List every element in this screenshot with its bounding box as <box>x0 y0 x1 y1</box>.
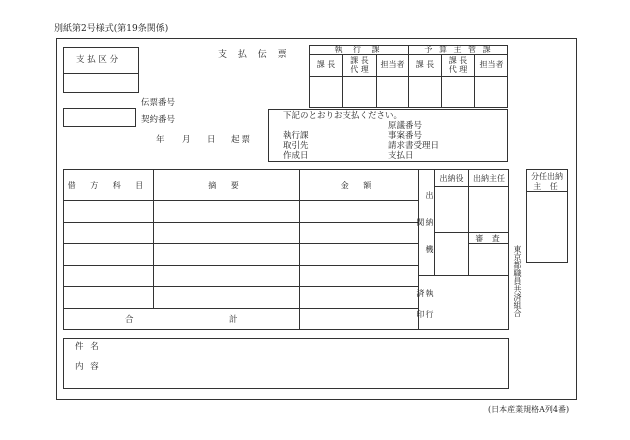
form-header-label: 別紙第2号様式(第19条関係) <box>54 24 169 34</box>
date-month-label: 月 <box>182 135 191 145</box>
footer-label: (日本産業規格A列4番) <box>488 405 570 414</box>
col-header-amount: 金 額 <box>340 181 378 190</box>
notice-left-1: 取引先 <box>283 141 309 151</box>
total-label: 合 <box>125 315 134 325</box>
cashier-org-label: 出 納 機 関 <box>415 190 434 258</box>
notice-right-0: 原議番号 <box>388 121 423 131</box>
date-day-label: 日 <box>207 135 216 145</box>
page-title: 支 払 伝 票 <box>218 50 291 60</box>
contract-number-label: 契約番号 <box>141 115 176 125</box>
notice-right-1: 事案番号 <box>388 131 423 141</box>
contents-label: 内 容 <box>75 362 101 372</box>
org-name-label: 東京都職員共済組合 <box>513 245 522 317</box>
approval-col-chief-2: 課 長 <box>415 60 435 69</box>
contract-number-field[interactable] <box>63 108 136 127</box>
date-drafted-label: 起票 <box>231 135 253 145</box>
approval-group-budget: 予 算 主 管 課 <box>424 45 493 54</box>
col-header-description: 摘 要 <box>208 181 245 190</box>
date-year-label: 年 <box>156 135 165 145</box>
branch-cashier-line2: 主 任 <box>533 182 561 191</box>
cashier-chief-label: 出納主任 <box>473 174 505 183</box>
notice-lead: 下記のとおりお支払ください。 <box>283 111 403 121</box>
approval-col-deputy: 課 長 代 理 <box>350 56 369 75</box>
subject-box <box>63 338 509 389</box>
approval-col-staff-2: 担当者 <box>479 60 504 69</box>
branch-cashier-line1: 分任出納 <box>531 172 563 181</box>
payment-type-field[interactable] <box>64 74 138 92</box>
main-table <box>63 169 509 330</box>
payment-type-label: 支 払 区 分 <box>76 55 119 65</box>
voucher-number-label: 伝票番号 <box>141 98 176 108</box>
cashier-officer-label: 出納役 <box>439 174 464 183</box>
approval-col-deputy-2: 課 長 代 理 <box>448 56 468 75</box>
notice-left-2: 作成日 <box>283 151 309 161</box>
notice-right-3: 支払日 <box>388 151 414 161</box>
audit-label: 審 査 <box>475 234 503 243</box>
subject-label: 件 名 <box>75 342 101 352</box>
col-header-debit: 借 方 科 目 <box>67 181 150 190</box>
approval-col-staff: 担当者 <box>380 60 405 69</box>
total-label-2: 計 <box>229 315 238 325</box>
notice-right-2: 請求書受理日 <box>388 141 440 151</box>
approval-col-chief: 課 長 <box>316 60 336 69</box>
notice-left-0: 執行課 <box>283 131 309 141</box>
executed-seal-label: 執 行 済 印 <box>415 288 434 320</box>
approval-group-exec: 執 行 課 <box>334 45 384 54</box>
